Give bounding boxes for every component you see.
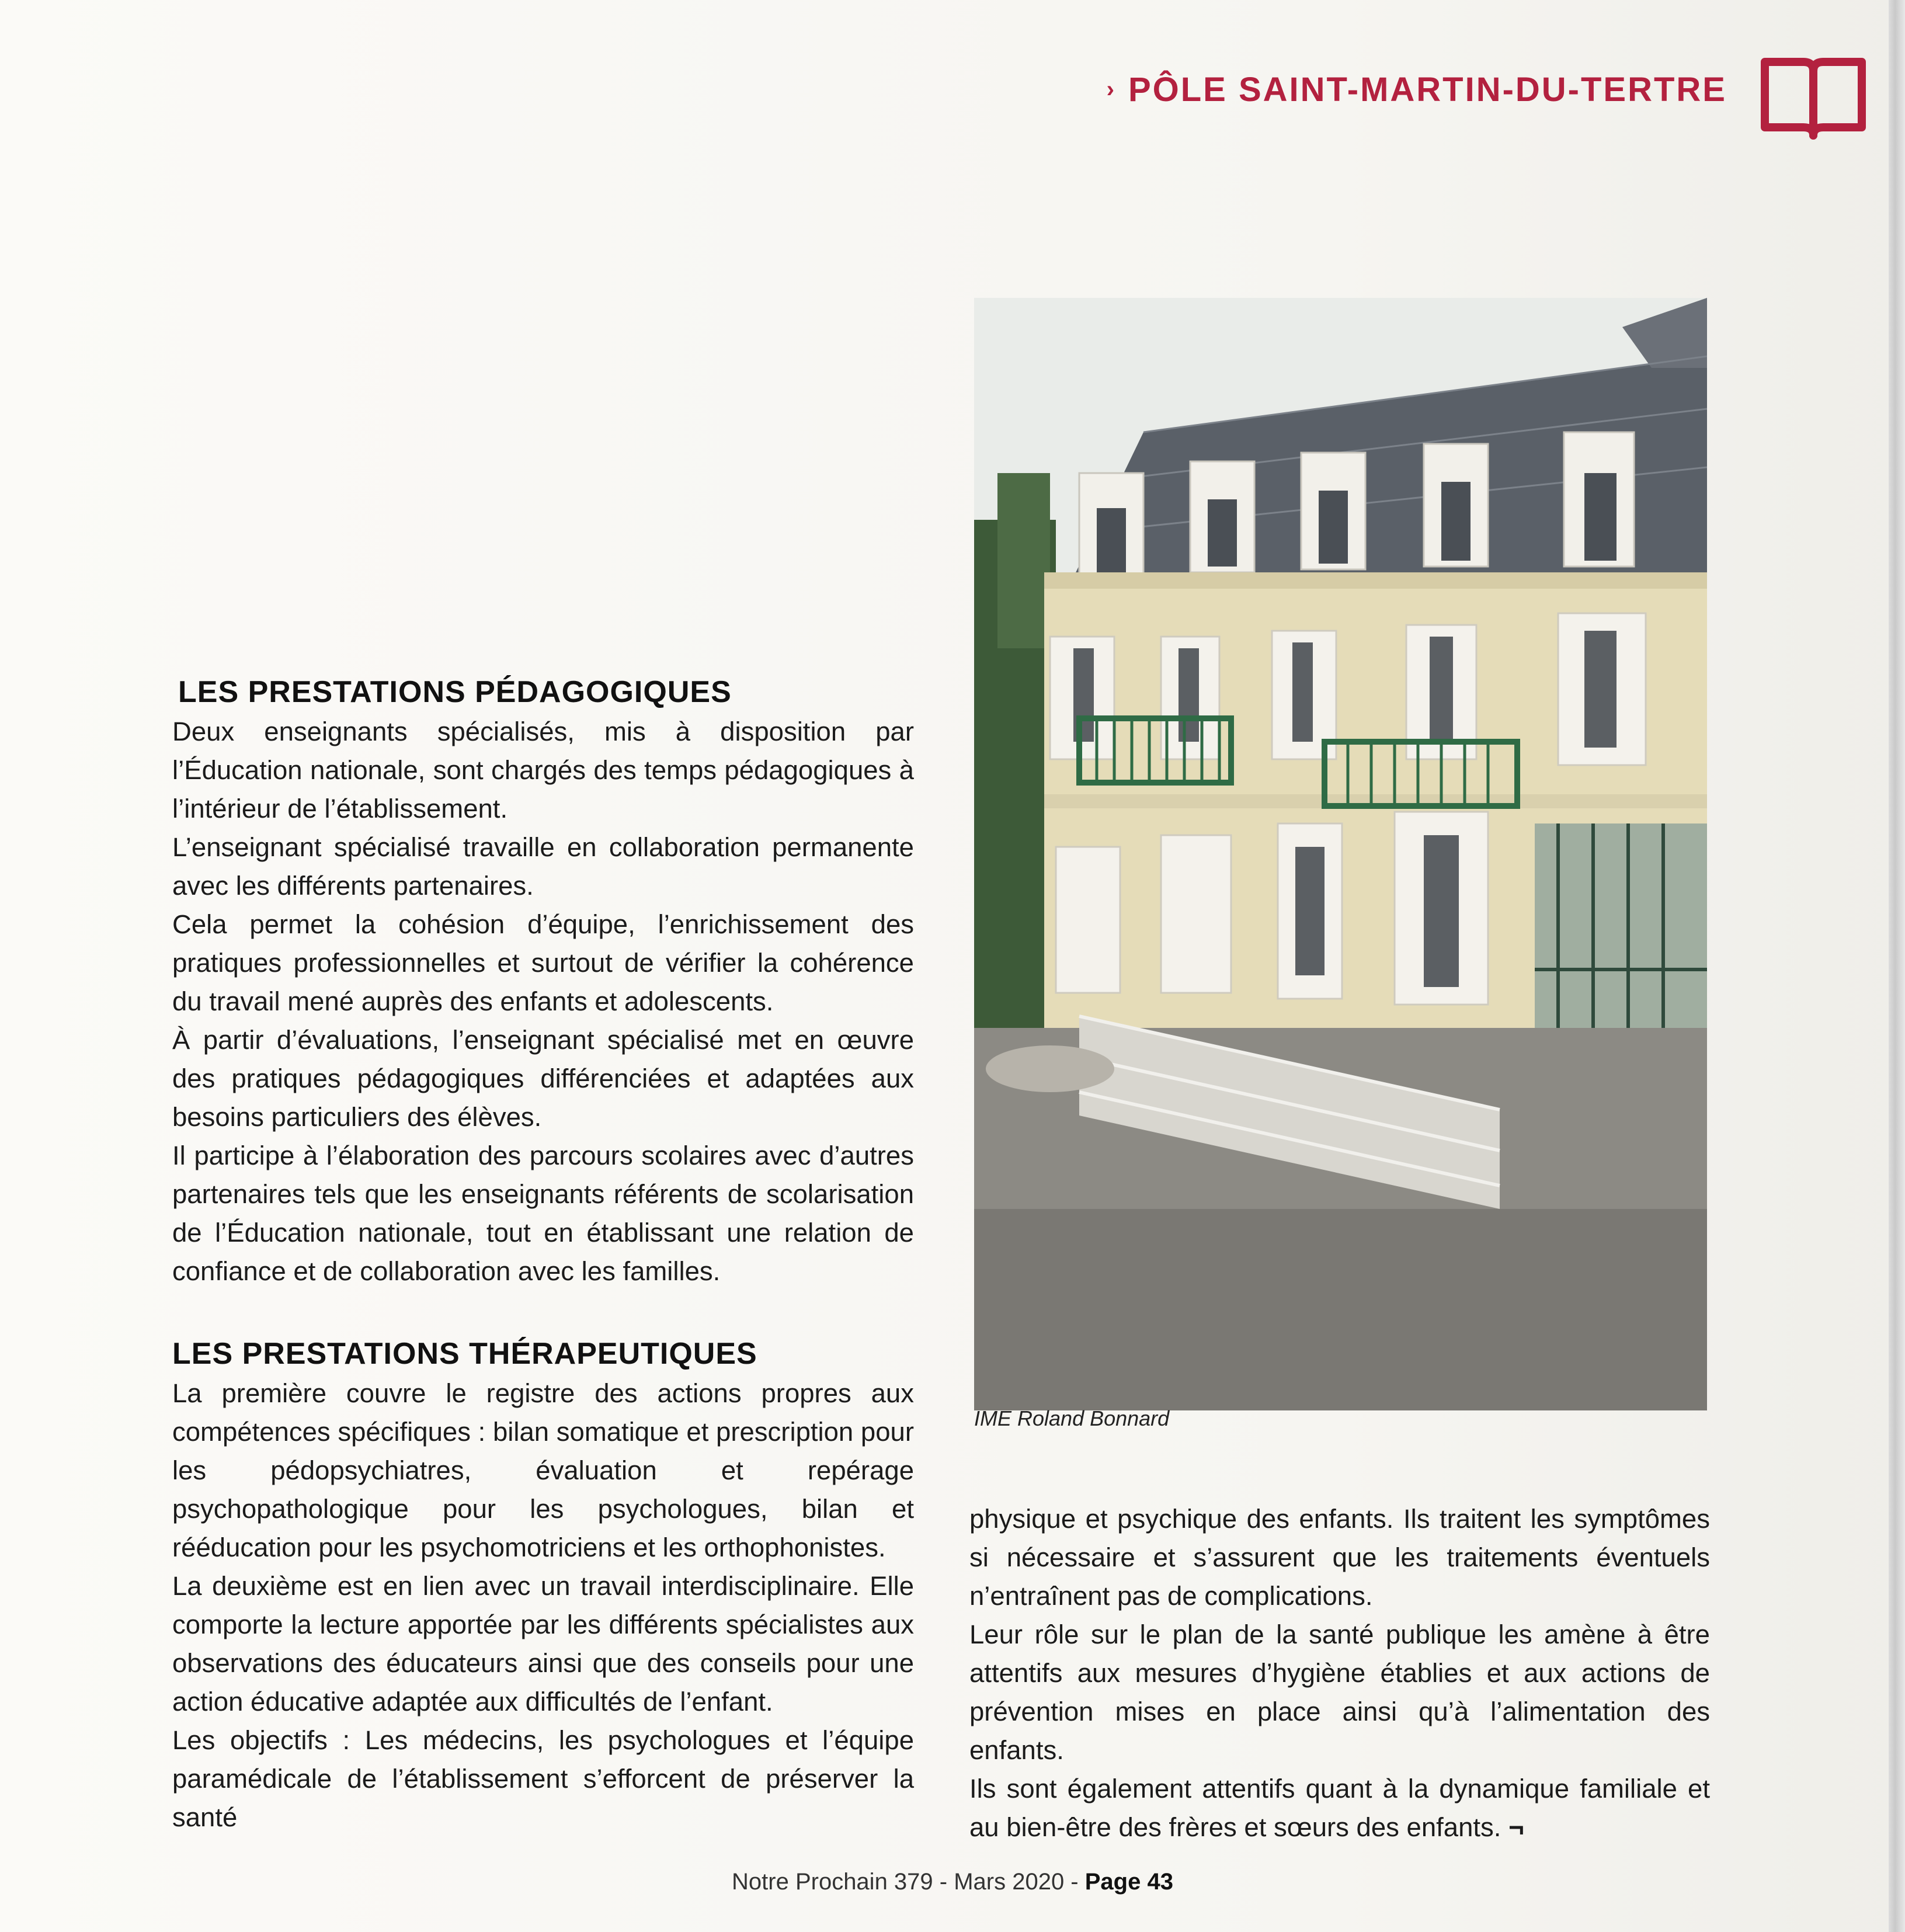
- paragraph-text: Ils sont également attentifs quant à la dynamique familiale et au bien-être des frères et sœurs des enfants.: [969, 1774, 1710, 1842]
- pedagogiques-body: [172, 713, 914, 1291]
- end-mark: ¬: [1508, 1812, 1524, 1842]
- paragraph-last: [969, 1770, 1710, 1847]
- heading-prestations-therapeutiques: LES PRESTATIONS THÉRAPEUTIQUES: [172, 1337, 757, 1371]
- section-header: [1107, 70, 1727, 109]
- paragraph: La deuxième est en lien avec un travail interdisciplinaire. Elle comporte la lecture apportée par les différents spécialistes aux observations des éducateurs ainsi que des conseils pour une action éducative adaptée aux difficultés de l’enfant.: [172, 1571, 914, 1716]
- therapeutiques-body: [172, 1374, 914, 1837]
- therapeutiques-continued: [969, 1500, 1710, 1847]
- paragraph: L’enseignant spécialisé travaille en collaboration permanente avec les différents partenaires.: [172, 832, 914, 901]
- building-photo: [974, 298, 1707, 1410]
- heading-prestations-pedagogiques: LES PRESTATIONS PÉDAGOGIQUES: [178, 675, 732, 709]
- paragraph: Il participe à l’élaboration des parcours scolaires avec d’autres partenaires tels que les enseignants référents de scolarisation de l’Éducation nationale, tout en établissant une relation de confiance et de collaboration avec les familles.: [172, 1141, 914, 1286]
- paragraph: Leur rôle sur le plan de la santé publique les amène à être attentifs aux mesures d’hygiène établies et aux actions de prévention mises en place ainsi qu’à l’alimentation des enfants.: [969, 1620, 1710, 1765]
- paragraph: physique et psychique des enfants. Ils traitent les symptômes si nécessaire et s’assurent que les traitements éventuels n’entraînent pas de complications.: [969, 1504, 1710, 1611]
- publication-info: Notre Prochain 379 - Mars 2020 -: [732, 1869, 1085, 1895]
- paragraph: Cela permet la cohésion d’équipe, l’enrichissement des pratiques professionnelles et surtout de vérifier la cohérence du travail mené auprès des enfants et adolescents.: [172, 909, 914, 1016]
- paragraph: Les objectifs : Les médecins, les psychologues et l’équipe paramédicale de l’établissement s’efforcent de préserver la santé: [172, 1725, 914, 1832]
- paragraph: À partir d’évaluations, l’enseignant spécialisé met en œuvre des pratiques pédagogiques différenciées et adaptées aux besoins particuliers des élèves.: [172, 1025, 914, 1132]
- page-edge: [1889, 0, 1905, 1932]
- chevron-right-icon: ›: [1106, 77, 1114, 102]
- building-illustration: [974, 298, 1707, 1410]
- photo-caption: IME Roland Bonnard: [974, 1406, 1170, 1430]
- page-footer: [0, 1869, 1905, 1895]
- book-icon: [1758, 54, 1869, 141]
- page-number: Page 43: [1084, 1869, 1173, 1895]
- paragraph: La première couvre le registre des actions propres aux compétences spécifiques : bilan somatique et prescription pour les pédopsychiatres, évaluation et repérage psychopathologique pour les psychologues, bilan et rééducation pour les psychomotriciens et les orthophonistes.: [172, 1378, 914, 1562]
- section-title: PÔLE SAINT-MARTIN-DU-TERTRE: [1128, 71, 1727, 109]
- paragraph: Deux enseignants spécialisés, mis à disposition par l’Éducation nationale, sont chargés des temps pédagogiques à l’intérieur de l’établissement.: [172, 717, 914, 823]
